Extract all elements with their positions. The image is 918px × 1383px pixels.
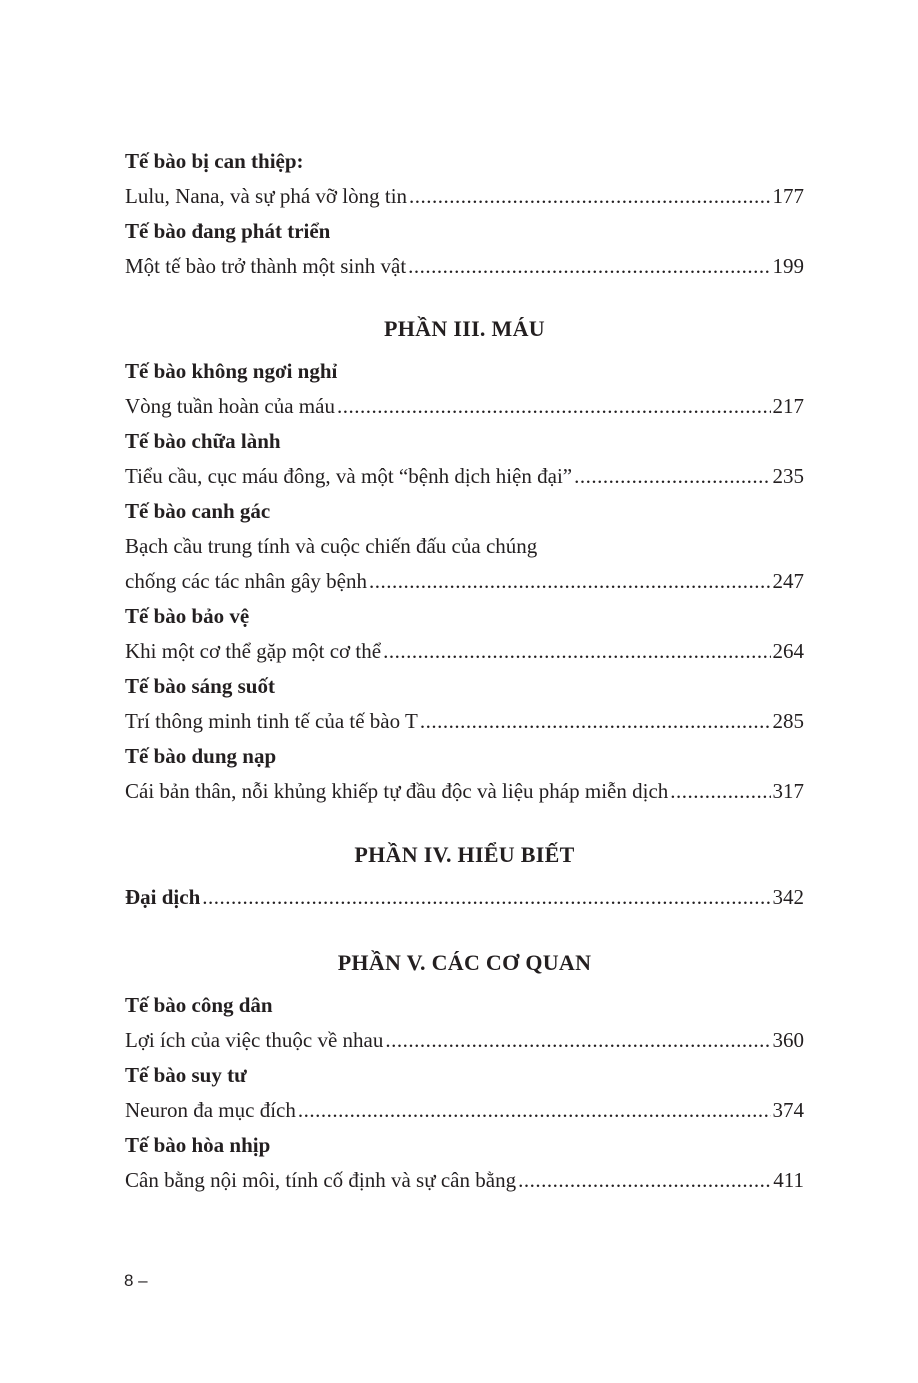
toc-entry-line [125,179,804,214]
toc-entry-subtitle: Khi một cơ thể gặp một cơ thể [125,639,382,663]
toc-entry-subtitle: Lulu, Nana, và sự phá vỡ lòng tin [125,184,408,208]
toc-entry-title: Tế bào dung nạp [125,744,277,768]
toc-entry[interactable] [125,1058,804,1128]
toc-page-number: 264 [772,639,804,663]
dot-leader [408,249,770,284]
toc-entry-line [125,1163,804,1198]
toc-entry[interactable] [125,144,804,214]
toc-entry-title: Tế bào không ngơi nghỉ [125,359,338,383]
page-folio: 8 – [124,1271,148,1290]
toc-entry-line [125,389,804,424]
dot-leader [420,704,771,739]
toc-entry-subtitle: Neuron đa mục đích [125,1098,296,1122]
toc-page-number: 317 [772,779,804,803]
toc-entry-subtitle: Một tế bào trở thành một sinh vật [125,254,407,278]
toc-entry[interactable] [125,354,804,424]
toc-entry[interactable] [125,669,804,739]
toc-group-part-3 [125,354,804,809]
toc-entry[interactable] [125,599,804,669]
dot-leader [518,1163,771,1198]
toc-entry-line [125,1023,804,1058]
toc-entry-title: Tế bào suy tư [125,1063,247,1087]
toc-entry[interactable] [125,988,804,1058]
dot-leader [383,634,770,669]
toc-entry-subtitle: Lợi ích của việc thuộc về nhau [125,1028,384,1052]
dot-leader [409,179,770,214]
toc-entry-subtitle: chống các tác nhân gây bệnh [125,569,367,593]
section-heading-part-3: PHẦN III. MÁU [384,316,545,341]
toc-page-number: 199 [772,254,804,278]
toc-entry-line [125,704,804,739]
toc-page-number: 374 [772,1098,804,1122]
toc-entry[interactable] [125,739,804,809]
toc-entry-title: Tế bào canh gác [125,499,271,523]
toc-entry-dai-dich[interactable] [125,880,804,915]
dot-leader [385,1023,770,1058]
toc-entry-title: Tế bào bị can thiệp: [125,149,304,173]
toc-entry-title: Tế bào hòa nhịp [125,1133,271,1157]
toc-page-number: 411 [773,1168,804,1192]
toc-entry-subtitle: Cái bản thân, nỗi khủng khiếp tự đầu độc và liệu pháp miễn dịch [125,779,669,803]
dot-leader [574,459,770,494]
toc-page-number: 177 [772,184,804,208]
toc-page-number: 217 [772,394,804,418]
dot-leader [369,564,771,599]
dot-leader [337,389,771,424]
toc-page-number: 360 [772,1028,804,1052]
toc-entry[interactable] [125,1128,804,1198]
toc-group-part-2 [125,144,804,284]
section-heading-part-5: PHẦN V. CÁC CƠ QUAN [337,950,592,975]
toc-entry-subtitle-line: Bạch cầu trung tính và cuộc chiến đấu của chúng [125,534,538,558]
dot-leader [298,1093,771,1128]
toc-page-number: 235 [772,464,804,488]
toc-entry-line [125,459,804,494]
toc-entry-title: Tế bào đang phát triển [125,219,331,243]
toc-entry-title: Tế bào chữa lành [125,429,281,453]
toc-entry-title: Tế bào bảo vệ [125,604,250,628]
section-heading-part-4: PHẦN IV. HIỂU BIẾT [354,842,575,867]
toc-page-number: 247 [772,569,804,593]
toc-page-number: 342 [772,885,804,909]
toc-entry[interactable] [125,424,804,494]
dot-leader [202,880,770,915]
toc-entry[interactable] [125,214,804,284]
toc-page-number: 285 [772,709,804,733]
toc-entry-subtitle: Vòng tuần hoàn của máu [125,394,335,418]
toc-entry-title: Tế bào sáng suốt [125,674,275,698]
toc-entry-subtitle: Tiểu cầu, cục máu đông, và một “bệnh dịch hiện đại” [125,464,573,488]
toc-entry-line [125,634,804,669]
toc-group-part-5 [125,988,804,1198]
toc-entry-line [125,774,804,809]
table-of-contents [125,144,804,1198]
dot-leader [670,774,770,809]
toc-entry-line [125,564,804,599]
toc-entry-subtitle: Cân bằng nội môi, tính cố định và sự cân bằng [125,1168,517,1192]
toc-entry[interactable] [125,494,804,599]
toc-entry-line [125,1093,804,1128]
toc-entry-title: Tế bào công dân [125,993,273,1017]
toc-entry-subtitle: Trí thông minh tinh tế của tế bào T [125,709,418,733]
toc-entry-line [125,249,804,284]
toc-entry-text: Đại dịch [125,885,201,909]
